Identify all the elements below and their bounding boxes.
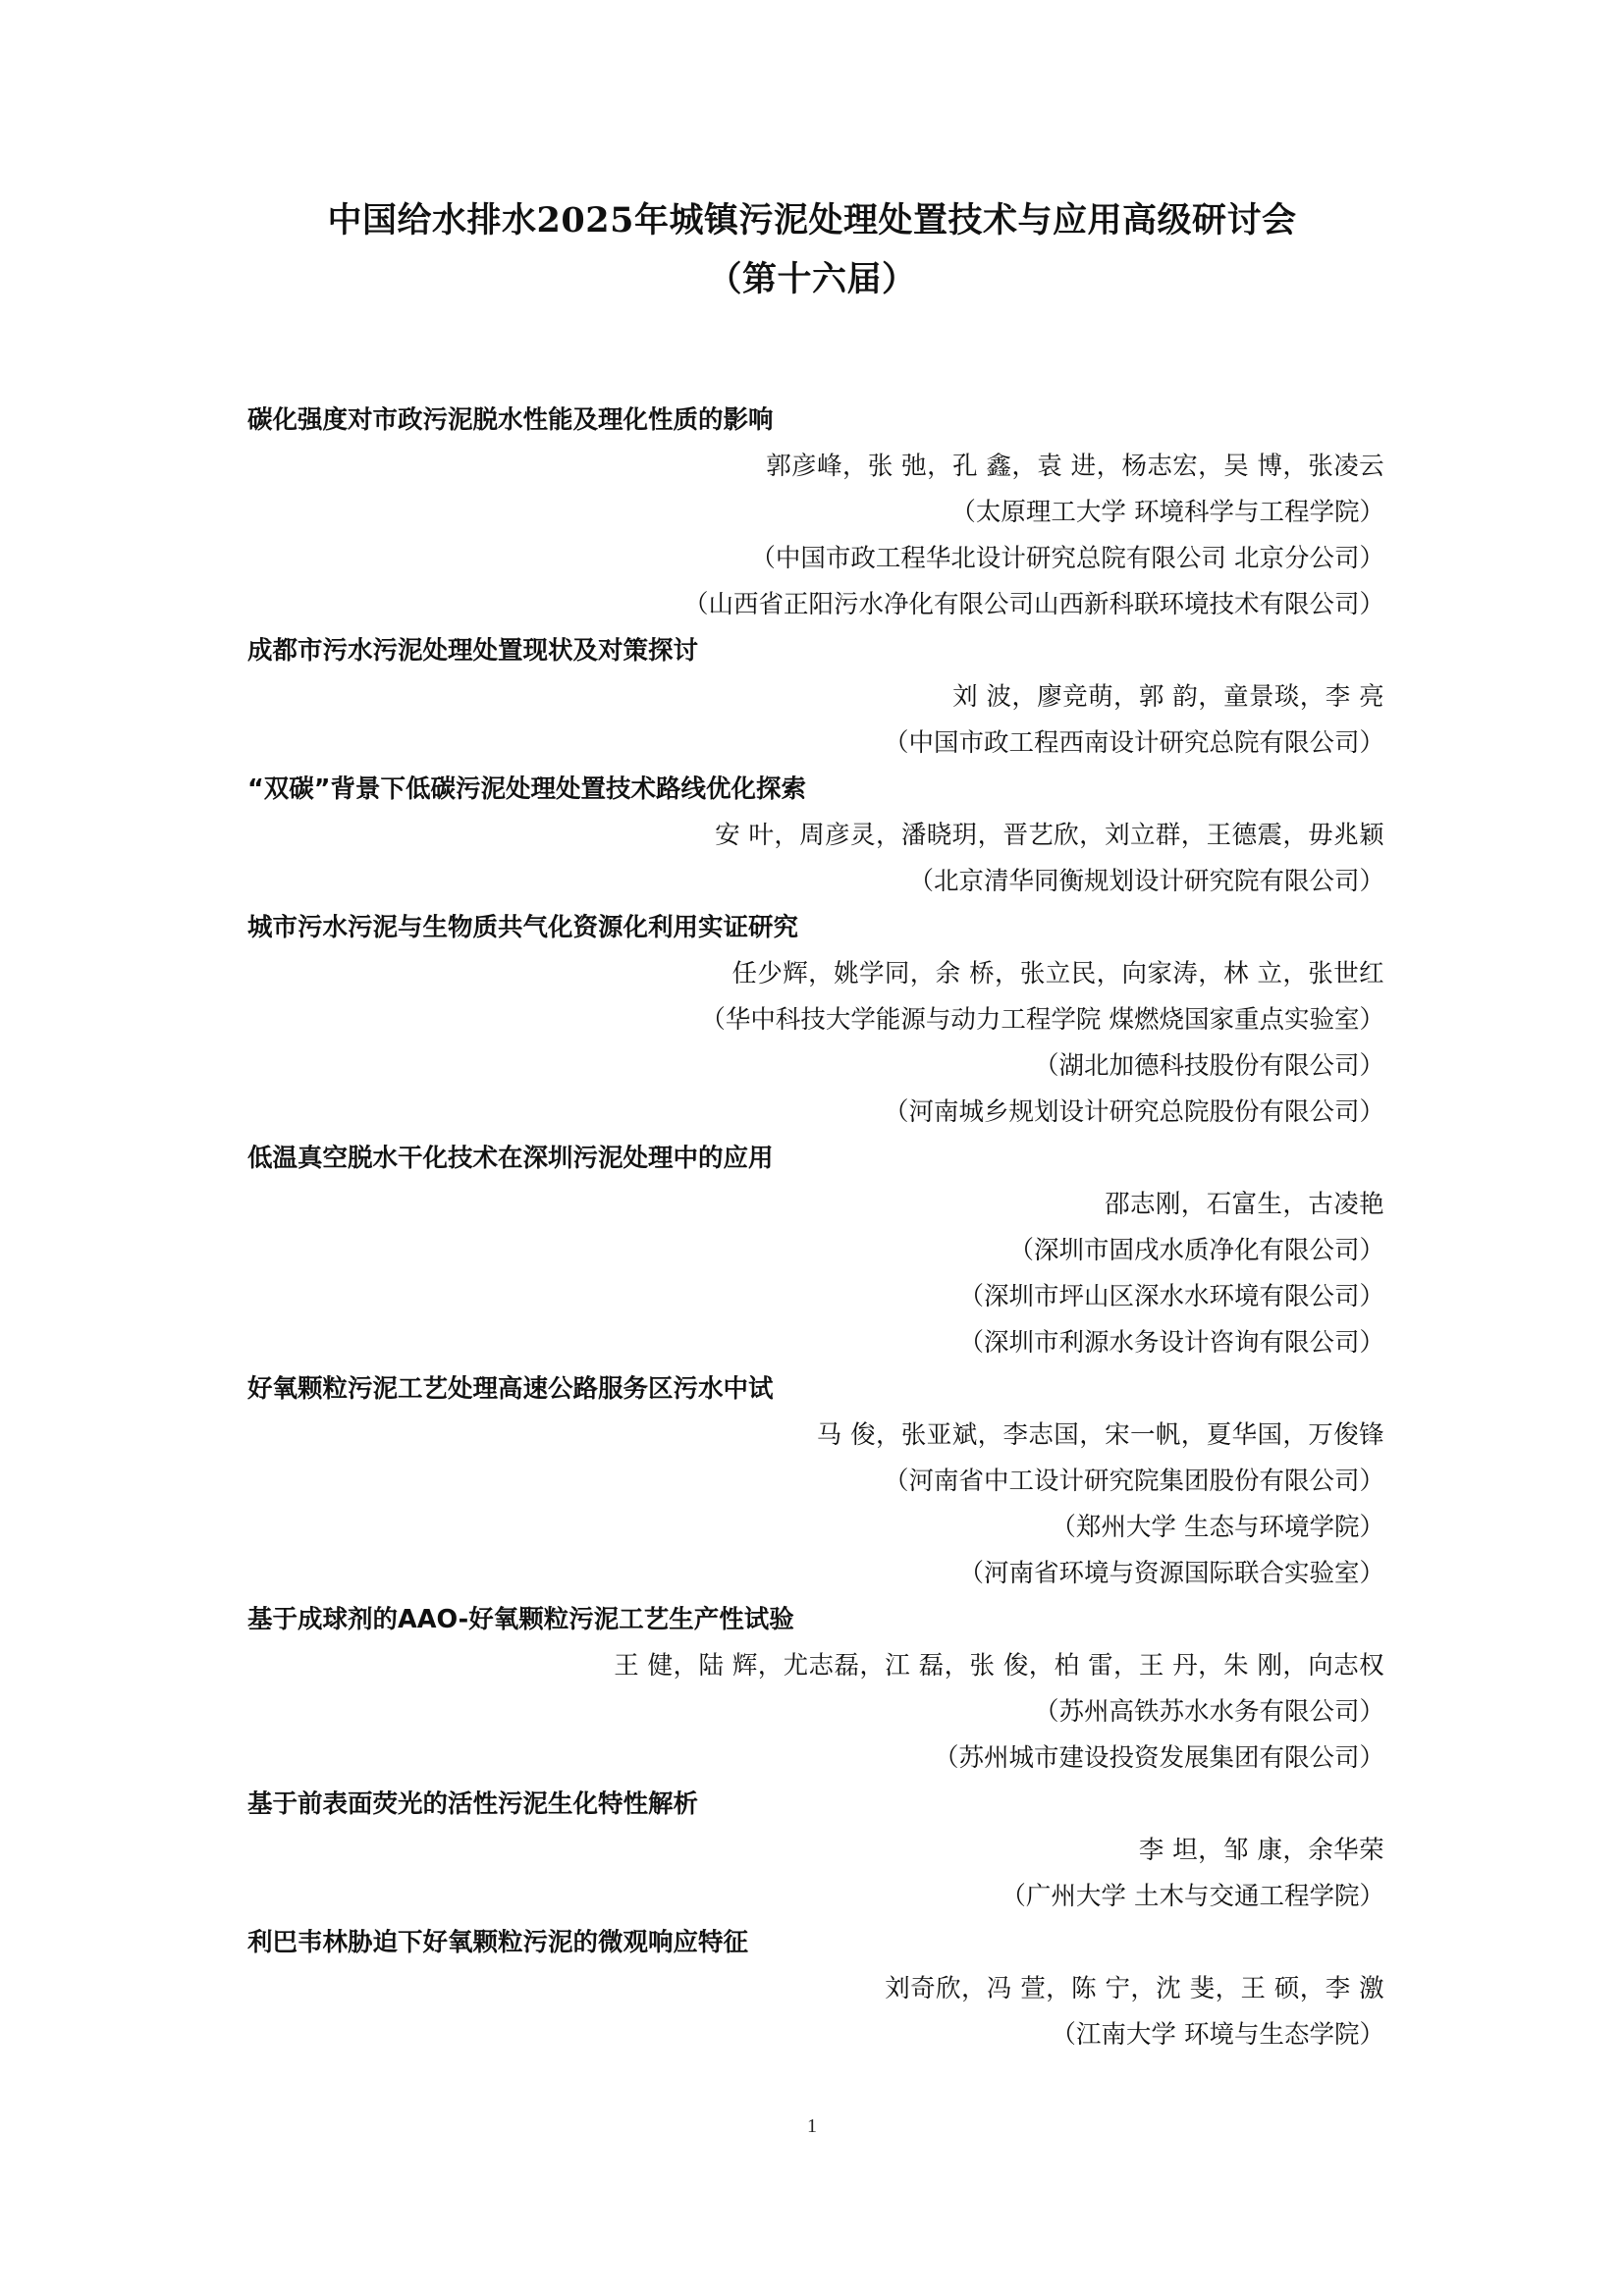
paper-entry bbox=[247, 1136, 1384, 1366]
paper-entry bbox=[247, 1920, 1384, 2058]
paper-authors: 马 俊，张亚斌，李志国，宋一帆，夏华国，万俊锋 bbox=[816, 1420, 1384, 1450]
paper-affiliation: （华中科技大学能源与动力工程学院 煤燃烧国家重点实验室） bbox=[700, 1005, 1384, 1035]
paper-entry bbox=[247, 1597, 1384, 1782]
paper-entry bbox=[247, 1782, 1384, 1920]
paper-affiliation: （山西省正阳污水净化有限公司山西新科联环境技术有限公司） bbox=[682, 590, 1384, 619]
paper-affiliation: （江南大学 环境与生态学院） bbox=[1051, 2020, 1384, 2050]
paper-entry bbox=[247, 767, 1384, 905]
paper-affiliation: （苏州城市建设投资发展集团有限公司） bbox=[933, 1743, 1384, 1773]
paper-title: 低温真空脱水干化技术在深圳污泥处理中的应用 bbox=[247, 1144, 774, 1173]
paper-affiliation: （中国市政工程西南设计研究总院有限公司） bbox=[883, 728, 1384, 758]
paper-list bbox=[247, 398, 1384, 2058]
paper-title: 基于成球剂的AAO-好氧颗粒污泥工艺生产性试验 bbox=[247, 1605, 794, 1634]
paper-entry bbox=[247, 905, 1384, 1136]
paper-authors: 安 叶，周彦灵，潘晓玥，晋艺欣，刘立群，王德震，毋兆颖 bbox=[715, 821, 1384, 850]
paper-title: 成都市污水污泥处理处置现状及对策探讨 bbox=[247, 636, 699, 666]
paper-affiliation: （河南省环境与资源国际联合实验室） bbox=[958, 1559, 1384, 1588]
paper-entry bbox=[247, 1366, 1384, 1597]
title-line-main: 中国给水排水2025年城镇污泥处理处置技术与应用高级研讨会 bbox=[327, 200, 1297, 240]
paper-title: “双碳”背景下低碳污泥处理处置技术路线优化探索 bbox=[247, 774, 807, 804]
paper-affiliation: （深圳市利源水务设计咨询有限公司） bbox=[958, 1328, 1384, 1358]
paper-affiliation: （河南省中工设计研究院集团股份有限公司） bbox=[883, 1467, 1384, 1496]
paper-entry bbox=[247, 398, 1384, 628]
paper-affiliation: （太原理工大学 环境科学与工程学院） bbox=[950, 498, 1384, 527]
paper-affiliation: （北京清华同衡规划设计研究院有限公司） bbox=[908, 867, 1384, 896]
paper-affiliation: （郑州大学 生态与环境学院） bbox=[1051, 1513, 1384, 1542]
paper-title: 基于前表面荧光的活性污泥生化特性解析 bbox=[247, 1789, 699, 1819]
paper-authors: 刘奇欣，冯 萱，陈 宁，沈 斐，王 硕，李 激 bbox=[885, 1974, 1384, 2003]
paper-title: 碳化强度对市政污泥脱水性能及理化性质的影响 bbox=[247, 405, 774, 435]
paper-affiliation: （河南城乡规划设计研究总院股份有限公司） bbox=[883, 1097, 1384, 1127]
paper-affiliation: （中国市政工程华北设计研究总院有限公司 北京分公司） bbox=[750, 544, 1384, 573]
document-title bbox=[0, 191, 1624, 309]
paper-title: 好氧颗粒污泥工艺处理高速公路服务区污水中试 bbox=[247, 1374, 774, 1404]
paper-authors: 李 坦，邹 康，余华荣 bbox=[1138, 1836, 1384, 1865]
paper-affiliation: （苏州高铁苏水水务有限公司） bbox=[1033, 1697, 1384, 1727]
title-line-session: （第十六届） bbox=[707, 259, 917, 299]
paper-affiliation: （深圳市固戌水质净化有限公司） bbox=[1008, 1236, 1384, 1265]
paper-authors: 刘 波，廖竞萌，郭 韵，童景琰，李 亮 bbox=[952, 682, 1384, 712]
paper-authors: 邵志刚，石富生，古凌艳 bbox=[1105, 1190, 1384, 1219]
paper-title: 利巴韦林胁迫下好氧颗粒污泥的微观响应特征 bbox=[247, 1928, 749, 1957]
paper-authors: 任少辉，姚学同，余 桥，张立民，向家涛，林 立，张世红 bbox=[731, 959, 1384, 988]
paper-authors: 郭彦峰，张 弛，孔 鑫，袁 进，杨志宏，吴 博，张凌云 bbox=[766, 452, 1384, 481]
page-number: 1 bbox=[807, 2115, 817, 2137]
paper-affiliation: （深圳市坪山区深水水环境有限公司） bbox=[958, 1282, 1384, 1311]
paper-affiliation: （湖北加德科技股份有限公司） bbox=[1033, 1051, 1384, 1081]
paper-entry bbox=[247, 628, 1384, 767]
paper-title: 城市污水污泥与生物质共气化资源化利用实证研究 bbox=[247, 913, 799, 942]
paper-affiliation: （广州大学 土木与交通工程学院） bbox=[1001, 1882, 1384, 1911]
paper-authors: 王 健，陆 辉，尤志磊，江 磊，张 俊，柏 雷，王 丹，朱 刚，向志权 bbox=[614, 1651, 1384, 1681]
